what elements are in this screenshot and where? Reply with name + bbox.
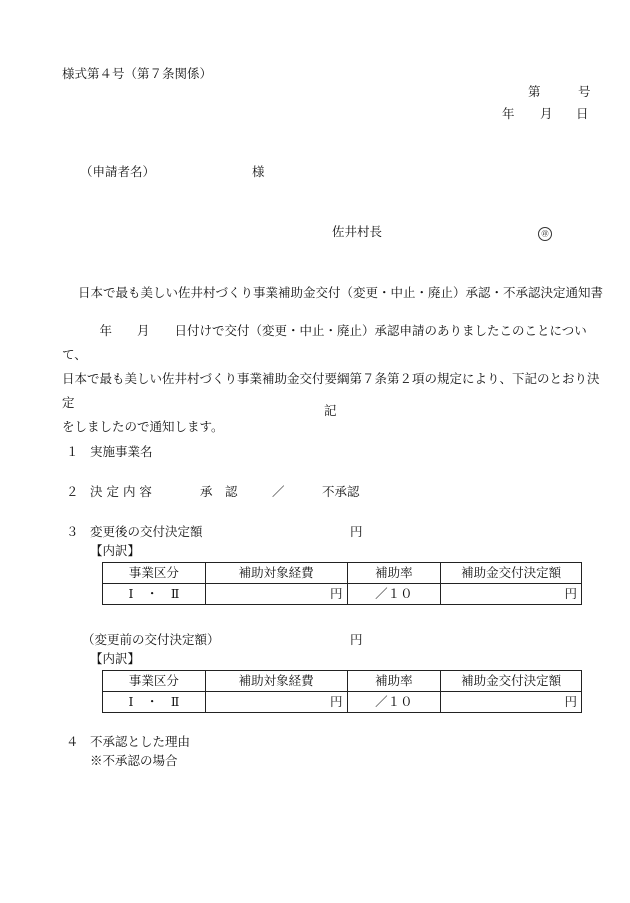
item4-number: ４ [66,734,79,749]
mayor-seal [538,226,552,241]
item3-yen: 円 [350,524,363,539]
breakdown-label-before: 【内訳】 [90,651,141,666]
breakdown-table-after [102,562,582,605]
disapprove-option: 不承認 [322,484,360,499]
item3-number: ３ [66,524,79,539]
cell-eligible-cost: 円 [205,584,347,605]
date-month: 月 [540,106,553,121]
table-row [103,692,582,713]
table-header-row [103,563,582,584]
slash: ／ [272,484,285,499]
date-year: 年 [502,106,515,121]
cell-rate: ／１０ [347,584,441,605]
header-category: 事業区分 [103,671,206,692]
header-category: 事業区分 [103,563,206,584]
table-header-row [103,671,582,692]
header-eligible-cost: 補助対象経費 [205,563,347,584]
item1-number: １ [66,444,79,459]
item2-label: 決 定 内 容 [90,484,152,499]
breakdown-table-before [102,670,582,713]
cell-decision-amount: 円 [441,692,582,713]
table-row [103,584,582,605]
cell-eligible-cost: 円 [205,692,347,713]
applicant-sama: 様 [252,164,265,179]
breakdown-label-after: 【内訳】 [90,543,141,558]
cell-category: Ⅰ ・ Ⅱ [103,584,206,605]
form-label: 様式第４号（第７条関係） [62,66,213,81]
before-yen: 円 [350,632,363,647]
cell-decision-amount: 円 [441,584,582,605]
body-text [62,319,602,439]
item3-label: 変更後の交付決定額 [90,524,203,539]
mayor-title: 佐井村長 [332,224,383,239]
body-line-1: 年 月 日付けで交付（変更・中止・廃止）承認申請のありましたこのことについて、 [62,323,587,362]
item1-label: 実施事業名 [90,444,153,459]
date-day: 日 [576,106,589,121]
header-rate: 補助率 [347,671,441,692]
body-line-2: 日本で最も美しい佐井村づくり事業補助金交付要綱第７条第２項の規定により、下記のとおり決定 [62,371,600,410]
approve-option: 承 認 [200,484,238,499]
doc-number-go: 号 [578,84,591,99]
cell-category: Ⅰ ・ Ⅱ [103,692,206,713]
header-decision-amount: 補助金交付決定額 [441,671,582,692]
header-decision-amount: 補助金交付決定額 [441,563,582,584]
header-rate: 補助率 [347,563,441,584]
document-title: 日本で最も美しい佐井村づくり事業補助金交付（変更・中止・廃止）承認・不承認決定通知書 [78,285,604,300]
cell-rate: ／１０ [347,692,441,713]
item2-number: ２ [66,484,79,499]
doc-number-dai: 第 [528,84,541,99]
seal-icon: ㊞ [538,227,552,241]
header-eligible-cost: 補助対象経費 [205,671,347,692]
ki-heading: 記 [324,403,337,418]
body-line-3: をしましたので通知します。 [62,419,224,434]
before-label: （変更前の交付決定額） [82,632,220,647]
item4-label: 不承認とした理由 [90,734,191,749]
item4-note: ※不承認の場合 [90,753,178,768]
applicant-label: （申請者名） [80,164,156,179]
